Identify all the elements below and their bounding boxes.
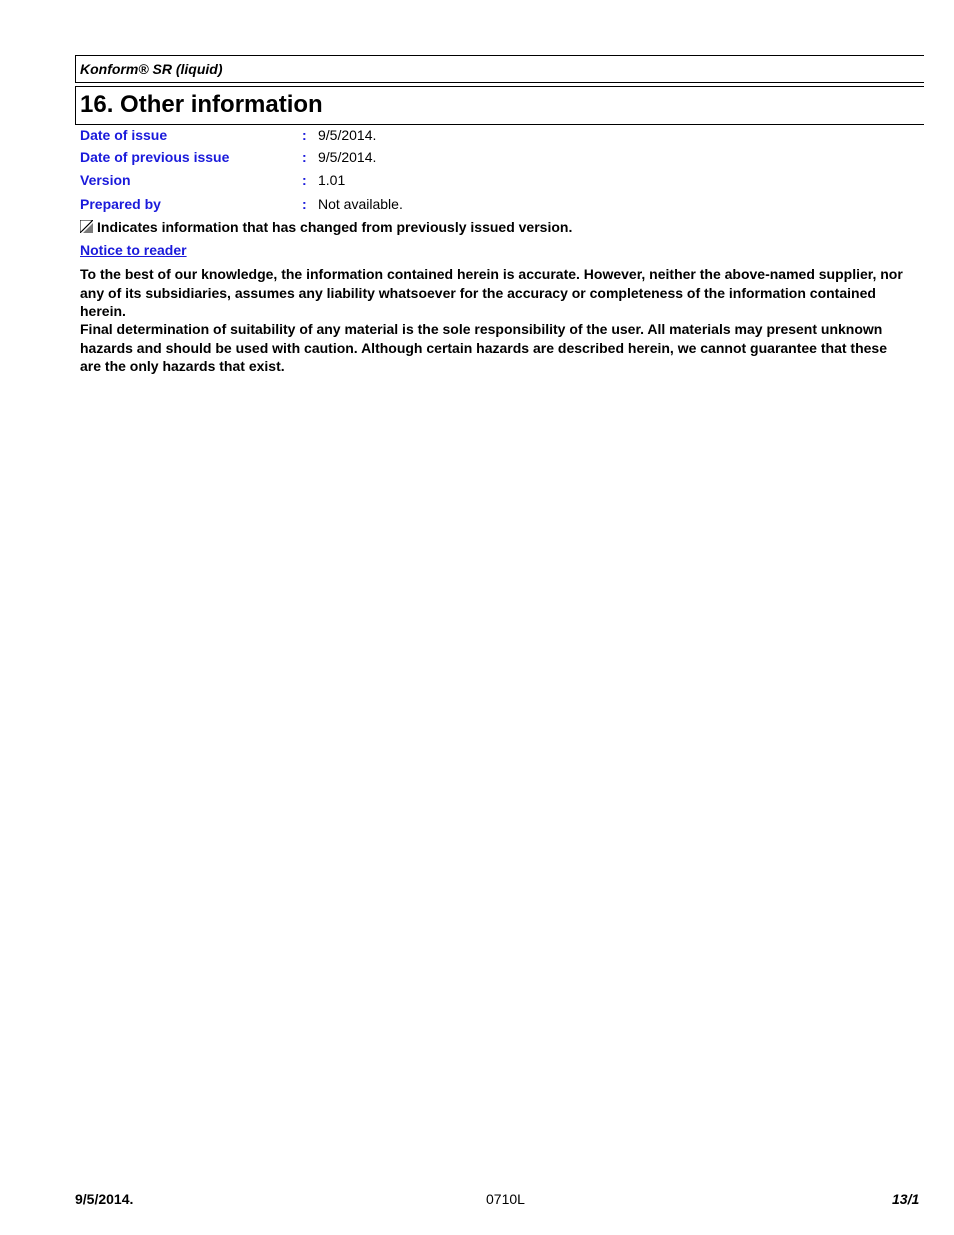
section-header bbox=[75, 86, 924, 125]
change-indicator-note bbox=[80, 219, 572, 235]
info-label: Date of issue bbox=[80, 127, 168, 143]
info-label: Version bbox=[80, 172, 131, 188]
info-value: 9/5/2014. bbox=[318, 127, 377, 143]
info-value: 9/5/2014. bbox=[318, 149, 377, 165]
info-separator: : bbox=[302, 127, 307, 143]
footer-code: 0710L bbox=[486, 1191, 525, 1207]
info-label: Date of previous issue bbox=[80, 149, 230, 165]
info-separator: : bbox=[302, 196, 307, 212]
info-label: Prepared by bbox=[80, 196, 161, 212]
change-note-text: Indicates information that has changed from previously issued version. bbox=[97, 219, 573, 235]
info-separator: : bbox=[302, 172, 307, 188]
section-title: 16. Other information bbox=[80, 91, 323, 118]
notice-to-reader-link[interactable]: Notice to reader bbox=[80, 242, 187, 258]
disclaimer-paragraph-suitability: Final determination of suitability of any material is the sole responsibility of the user. All materials may present unknown hazards and should be used with caution. Although certain hazards are described herein, we cannot guarantee that these are the only hazards that exist. bbox=[80, 321, 887, 374]
product-name: Konform® SR (liquid) bbox=[80, 61, 223, 77]
product-name-bar bbox=[75, 55, 924, 83]
changed-marker-icon bbox=[80, 220, 93, 233]
info-value: 1.01 bbox=[318, 172, 346, 188]
info-value: Not available. bbox=[318, 196, 403, 212]
disclaimer-paragraph-accuracy: To the best of our knowledge, the information contained herein is accurate. However, neither the above-named supplier, nor any of its subsidiaries, assumes any liability whatsoever for the accuracy or completeness of the information contained herein. bbox=[80, 266, 903, 319]
footer-page-number: 13/1 bbox=[892, 1191, 920, 1207]
footer-date: 9/5/2014. bbox=[75, 1191, 134, 1207]
info-separator: : bbox=[302, 149, 307, 165]
